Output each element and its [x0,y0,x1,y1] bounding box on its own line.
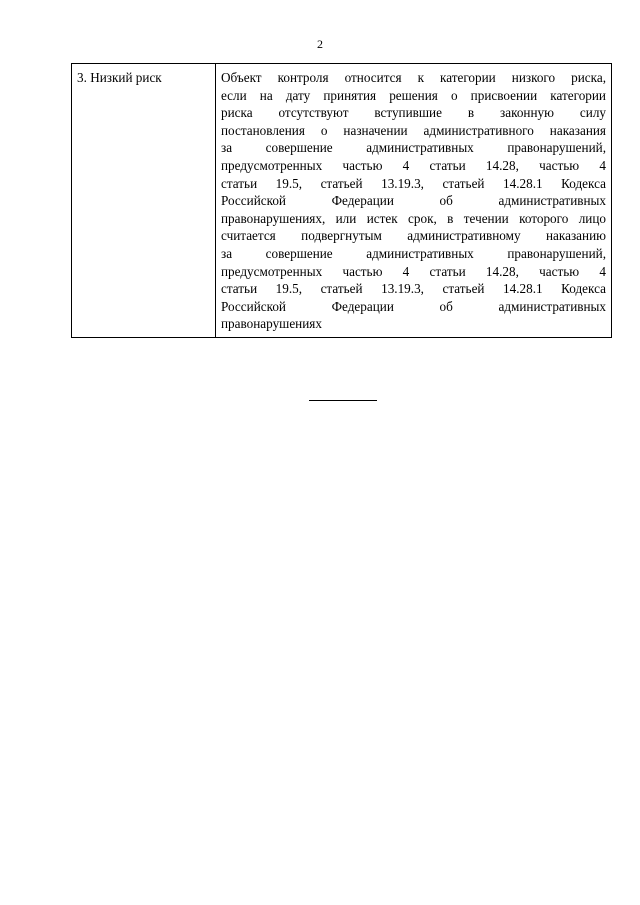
page-number: 2 [317,37,323,51]
description-line: статьи 19.5, статьей 13.19.3, статьей 14.28.1 Кодекса [221,281,606,297]
description-line: статьи 19.5, статьей 13.19.3, статьей 14.28.1 Кодекса [221,175,606,191]
description-line: если на дату принятия решения о присвоении категории [221,87,606,103]
description-line: предусмотренных частью 4 статьи 14.28, частью 4 [221,263,606,279]
description-line: за совершение административных правонарушений, [221,140,606,156]
description-line: за совершение административных правонарушений, [221,245,606,261]
description-line: Российской Федерации об административных [221,298,606,314]
risk-category-table [71,63,612,338]
risk-category-cell: 3. Низкий риск [72,64,216,338]
description-line: правонарушениях, или истек срок, в течении которого лицо [221,210,606,226]
description-line: считается подвергнутым административному наказанию [221,228,606,244]
description-line: Российской Федерации об административных [221,193,606,209]
description-line: правонарушениях [221,316,322,332]
description-line: риска отсутствуют вступившие в законную силу [221,105,606,121]
description-line: постановления о назначении административного наказания [221,122,606,138]
table-row [72,64,612,338]
end-of-document-rule [309,400,377,401]
description-line: Объект контроля относится к категории низкого риска, [221,70,606,85]
risk-description-cell [216,64,612,338]
description-line: предусмотренных частью 4 статьи 14.28, частью 4 [221,157,606,173]
